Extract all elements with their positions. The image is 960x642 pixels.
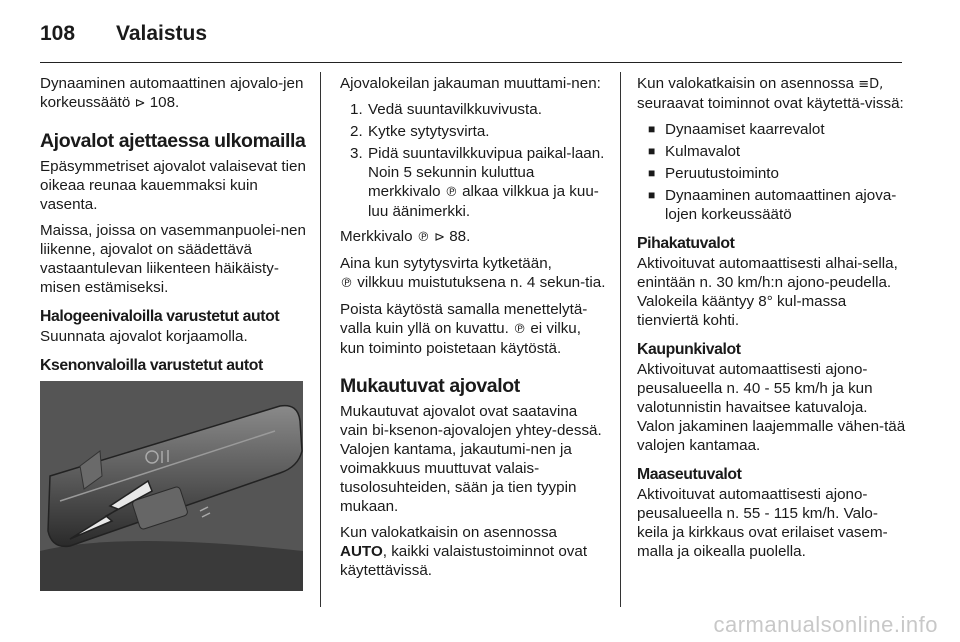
bullet-icon: ■: [648, 144, 656, 158]
cross-reference-icon: ⊳: [134, 96, 146, 111]
list-item: ■ Peruutustoiminto: [648, 165, 779, 182]
paragraph-halogen: Suunnata ajovalot korjaamolla.: [40, 328, 248, 345]
column-3: [637, 74, 907, 568]
intro-paragraph: Dynaaminen automaattinen ajovalo-jen korkeussäätö ⊳ 108.: [40, 75, 304, 111]
steps-list: [340, 100, 608, 221]
paragraph-indicator: Merkkivalo ℗ ⊳ 88.: [340, 228, 471, 245]
paragraph-beam-change: Ajovalokeilan jakauman muuttami-nen:: [340, 75, 601, 92]
heading-halogen: Halogeenivaloilla varustetut autot: [40, 308, 280, 325]
bullet-icon: ■: [648, 122, 656, 136]
watermark: carmanualsonline.info: [713, 612, 938, 637]
auto-light-switch-icon: ≡D,: [858, 77, 884, 92]
beam-indicator-icon: ℗: [513, 322, 527, 337]
section-title: Valaistus: [116, 22, 208, 45]
paragraph-ignition: Aina kun sytytysvirta kytketään, ℗ vilkkuu muistutuksena n. 4 sekun-tia.: [340, 255, 606, 291]
column-2: [340, 74, 608, 587]
heading-country-lights: Maaseutuvalot: [637, 466, 742, 483]
heading-city-lights: Kaupunkivalot: [637, 341, 741, 358]
paragraph-auto: Kun valokatkaisin on asennossa AUTO, kaikki valaistustoiminnot ovat käytettävissä.: [340, 524, 588, 579]
lever-illustration: [40, 381, 303, 591]
beam-indicator-icon: ℗: [340, 276, 353, 291]
paragraph-functions-intro: Kun valokatkaisin on asennossa ≡D, seuraavat toiminnot ovat käytettä-vissä:: [637, 75, 904, 112]
paragraph-abroad-1: Epäsymmetriset ajovalot valaisevat tien oikeaa reunaa kauemmaksi kuin vasenta.: [40, 158, 306, 213]
list-item: 2. Kytke sytytysvirta.: [350, 123, 490, 140]
heading-adaptive-headlights: Mukautuvat ajovalot: [340, 375, 520, 397]
beam-indicator-icon: ℗: [444, 185, 458, 200]
bullet-icon: ■: [648, 166, 656, 180]
column-divider-2: [620, 72, 621, 607]
auto-keyword: AUTO: [340, 543, 383, 560]
page-number: 108: [40, 22, 76, 45]
paragraph-country: Aktivoituvat automaattisesti ajono-peusalueella n. 55 - 115 km/h. Valo-keila ja kirkkaus ovat erilaiset vasem-malla ja oikealla puolella.: [637, 486, 888, 560]
page-header: [40, 18, 900, 58]
list-item: 1. Vedä suuntavilkkuvivusta.: [350, 101, 542, 118]
column-1: [40, 74, 308, 376]
functions-list: [637, 120, 907, 224]
list-item: 3. Pidä suuntavilkkuvipua paikal-laan. Noin 5 sekunnin kuluttua merkkivalo ℗ alkaa vilkkua ja kuu-luu äänimerkki.: [350, 145, 605, 220]
turn-signal-lever-photo: [40, 381, 303, 591]
column-divider-1: [320, 72, 321, 607]
paragraph-disable: Poista käytöstä samalla menettelytä-valla kuin yllä on kuvattu. ℗ ei vilku, kun toiminto poistetaan käytöstä.: [340, 301, 588, 357]
list-item: ■ Kulmavalot: [648, 143, 741, 160]
paragraph-courtyard: Aktivoituvat automaattisesti alhai-sella, enintään n. 30 km/h:n ajono-peudella. Valokeila kääntyy 8° kul-massa tienviertä kohti.: [637, 255, 898, 329]
paragraph-adaptive: Mukautuvat ajovalot ovat saatavina vain bi-ksenon-ajovalojen yhtey-dessä. Valojen kantama, jakautumi-nen ja voimakkuus muuttuvat valais-tusolosuhteiden, sään ja tien tyypin mukaan.: [340, 403, 602, 515]
bullet-icon: ■: [648, 188, 656, 202]
heading-xenon: Ksenonvaloilla varustetut autot: [40, 357, 263, 374]
paragraph-abroad-2: Maissa, joissa on vasemmanpuolei-nen liikenne, ajovalot on säädettävä vastaantulevan liikenteen häikäisty-misen estämiseksi.: [40, 222, 306, 296]
heading-headlights-abroad: Ajovalot ajettaessa ulkomailla: [40, 130, 306, 152]
beam-indicator-icon: ℗: [416, 230, 430, 245]
cross-reference-icon: ⊳: [434, 230, 445, 245]
list-item: ■ Dynaamiset kaarrevalot: [648, 121, 825, 138]
header-rule: [40, 62, 902, 63]
heading-courtyard-lights: Pihakatuvalot: [637, 235, 735, 252]
list-item: ■ Dynaaminen automaattinen ajova-lojen korkeussäätö: [648, 187, 897, 223]
paragraph-city: Aktivoituvat automaattisesti ajono-peusalueella n. 40 - 55 km/h ja kun valotunnistin havaitsee katuvaloja. Valon jakaminen laajemmalle vähen-tää valojen kantamaa.: [637, 361, 906, 454]
